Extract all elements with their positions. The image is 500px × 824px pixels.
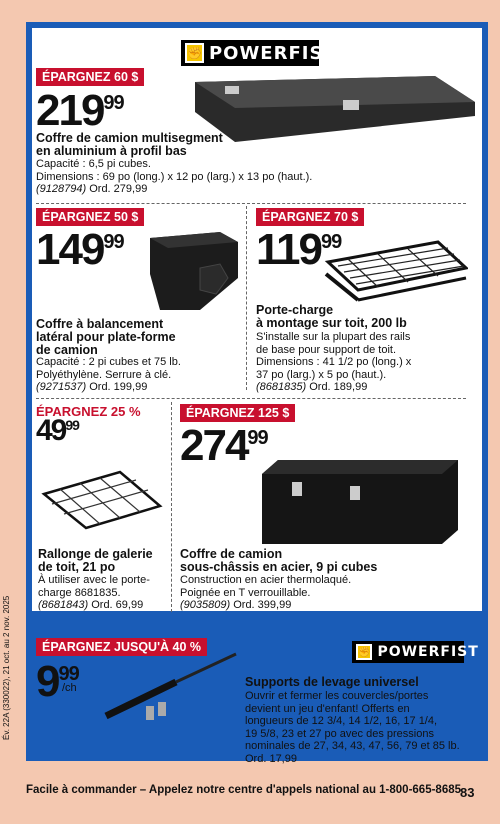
event-side-note: Év. 22A (330022), 21 oct. au 2 nov. 2025 bbox=[2, 595, 11, 740]
price-5: $274^{99}$ bbox=[180, 421, 268, 470]
divider bbox=[246, 206, 247, 390]
price-1: $219^{99}$ bbox=[36, 86, 124, 135]
product-desc-3: S'installe sur la plupart des rails de base pour support de toit. Dimensions : 41 1/2 po (long.) x 37 po (larg.) x 5 po (haut.). (8681835) Ord. 189,99 bbox=[256, 331, 412, 393]
price-unit: /ch bbox=[62, 682, 77, 694]
divider bbox=[171, 402, 172, 612]
divider bbox=[36, 203, 466, 204]
product-title-5: Coffre de camion sous-châssis en acier, 9 pi cubes bbox=[180, 547, 378, 574]
fist-icon: ✊ bbox=[185, 43, 204, 63]
rack-extension-image bbox=[40, 468, 164, 532]
savings-badge-1: ÉPARGNEZ 60 $ bbox=[36, 68, 144, 86]
order-footer: Facile à commander – Appelez notre centre d'appels national au 1-800-665-8685 bbox=[26, 784, 462, 796]
price-4: $49^{99}$ bbox=[36, 414, 79, 447]
divider bbox=[36, 398, 466, 399]
savings-badge-3: ÉPARGNEZ 70 $ bbox=[256, 208, 364, 226]
price-2: $149^{99}$ bbox=[36, 225, 124, 274]
product-title-1: Coffre de camion multisegment en aluminium à profil bas bbox=[36, 131, 223, 158]
brand-logo-small: ✊ POWERFIST bbox=[352, 641, 464, 663]
underbody-box-image bbox=[258, 460, 462, 546]
brand-logo: ✊ POWERFIST bbox=[181, 40, 319, 66]
savings-badge-5: ÉPARGNEZ 125 $ bbox=[180, 404, 295, 422]
savings-badge-6: ÉPARGNEZ JUSQU'À 40 % bbox=[36, 638, 207, 656]
product-title-3: Porte-charge à montage sur toit, 200 lb bbox=[256, 303, 407, 330]
roof-rack-image bbox=[318, 232, 468, 304]
side-box-image bbox=[140, 228, 240, 314]
product-title-2: Coffre à balancement latéral pour plate-forme de camion bbox=[36, 317, 176, 357]
savings-badge-4: ÉPARGNEZ 25 % bbox=[36, 404, 141, 419]
product-title-4: Rallonge de galerie de toit, 21 po bbox=[38, 547, 153, 574]
truck-box-image bbox=[195, 72, 475, 146]
product-title-6: Supports de levage universel bbox=[245, 675, 419, 689]
fist-icon: ✊ bbox=[356, 644, 372, 660]
product-desc-6: Ouvrir et fermer les couvercles/portes devient un jeu d'enfant! Offerts en longueurs de 12 3/4, 14 1/2, 16, 17 1/4, 19 5/8, 23 et 27 po avec des pressions nominales de 27, 34, 43, 47, 56, 79 et 85 lb. Ord. 17,99 bbox=[245, 690, 460, 765]
page-number: 83 bbox=[460, 785, 475, 800]
product-desc-4: À utiliser avec le porte- charge 8681835. (8681843) Ord. 69,99 bbox=[38, 574, 150, 611]
product-desc-1: Capacité : 6,5 pi cubes. Dimensions : 69 po (long.) x 12 po (larg.) x 13 po (haut.). (9128794) Ord. 279,99 bbox=[36, 158, 313, 195]
price-6: $9^{99}$ bbox=[36, 657, 79, 706]
gas-strut-image bbox=[76, 648, 246, 738]
savings-badge-2: ÉPARGNEZ 50 $ bbox=[36, 208, 144, 226]
price-3: $119^{99}$ bbox=[256, 225, 342, 274]
product-desc-5: Construction en acier thermolaqué. Poignée en T verrouillable. (9035809) Ord. 399,99 bbox=[180, 574, 352, 611]
product-desc-2: Capacité : 2 pi cubes et 75 lb. Polyéthylène. Serrure à clé. (9271537) Ord. 199,99 bbox=[36, 356, 181, 393]
